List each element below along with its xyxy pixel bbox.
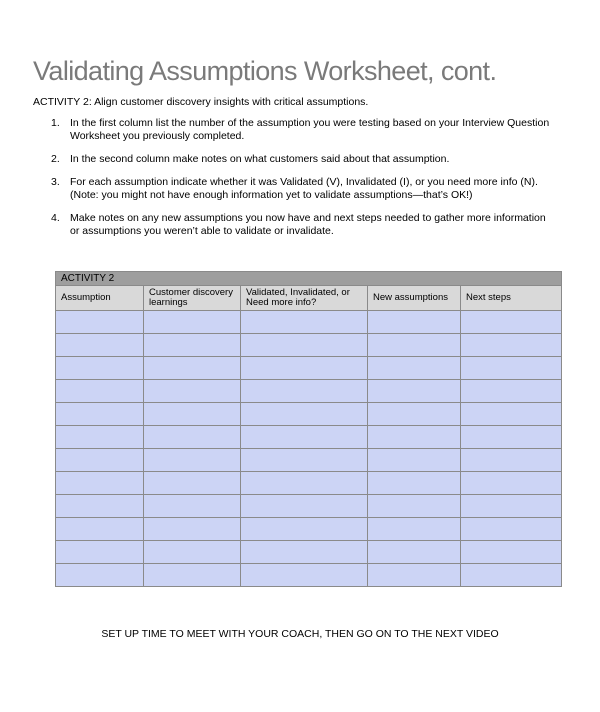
- table-cell[interactable]: [144, 541, 241, 564]
- table-row: [56, 564, 562, 587]
- table-cell[interactable]: [241, 311, 368, 334]
- activity-text: : Align customer discovery insights with critical assumptions.: [88, 96, 369, 108]
- table-cell[interactable]: [368, 518, 461, 541]
- table-cell[interactable]: [368, 311, 461, 334]
- table-cell[interactable]: [461, 403, 562, 426]
- activity-instruction: [33, 96, 368, 108]
- table-cell[interactable]: [461, 495, 562, 518]
- table-cell[interactable]: [241, 357, 368, 380]
- table-row: [56, 357, 562, 380]
- table-cell[interactable]: [461, 518, 562, 541]
- table-row: [56, 380, 562, 403]
- table-cell[interactable]: [144, 449, 241, 472]
- step-item: [51, 176, 551, 202]
- step-text: Make notes on any new assumptions you now have and next steps needed to gather more information or assumptions you weren’t able to validate or invalidate.: [70, 212, 546, 237]
- table-row: [56, 541, 562, 564]
- table-cell[interactable]: [56, 311, 144, 334]
- table-cell[interactable]: [144, 403, 241, 426]
- table-cell[interactable]: [144, 311, 241, 334]
- table-cell[interactable]: [241, 564, 368, 587]
- table-cell[interactable]: [241, 495, 368, 518]
- table-cell[interactable]: [144, 426, 241, 449]
- table-cell[interactable]: [461, 472, 562, 495]
- table-row: [56, 518, 562, 541]
- table-cell[interactable]: [241, 472, 368, 495]
- table-row: [56, 403, 562, 426]
- table-cell[interactable]: [56, 449, 144, 472]
- column-header-validation: Validated, Invalidated, or Need more info?: [241, 286, 368, 311]
- step-text: For each assumption indicate whether it was Validated (V), Invalidated (I), or you need more info (N). (Note: you might not have enough information yet to validate assumptions—that’s OK!): [70, 176, 538, 201]
- table-cell[interactable]: [144, 380, 241, 403]
- table-cell[interactable]: [241, 380, 368, 403]
- step-item: [51, 153, 551, 166]
- table-cell[interactable]: [368, 334, 461, 357]
- table-row: [56, 334, 562, 357]
- table-band-label: ACTIVITY 2: [56, 272, 562, 286]
- table-cell[interactable]: [461, 541, 562, 564]
- step-number: 3.: [51, 176, 60, 188]
- table-cell[interactable]: [144, 357, 241, 380]
- step-item: [51, 117, 551, 143]
- table-cell[interactable]: [241, 403, 368, 426]
- table-cell[interactable]: [56, 495, 144, 518]
- table-cell[interactable]: [368, 472, 461, 495]
- table-cell[interactable]: [368, 449, 461, 472]
- table-body: [56, 311, 562, 587]
- table-cell[interactable]: [368, 380, 461, 403]
- step-number: 1.: [51, 117, 60, 129]
- step-number: 4.: [51, 212, 60, 224]
- table-cell[interactable]: [241, 334, 368, 357]
- table-cell[interactable]: [368, 426, 461, 449]
- column-header-next-steps: Next steps: [461, 286, 562, 311]
- table-row: [56, 495, 562, 518]
- step-text: In the second column make notes on what customers said about that assumption.: [70, 153, 450, 165]
- table-cell[interactable]: [368, 357, 461, 380]
- table-cell[interactable]: [144, 334, 241, 357]
- table-cell[interactable]: [56, 541, 144, 564]
- table-cell[interactable]: [241, 426, 368, 449]
- table-cell[interactable]: [368, 564, 461, 587]
- step-number: 2.: [51, 153, 60, 165]
- table-row: [56, 449, 562, 472]
- table-cell[interactable]: [56, 426, 144, 449]
- step-item: [51, 212, 551, 238]
- table-cell[interactable]: [56, 380, 144, 403]
- table-cell[interactable]: [461, 357, 562, 380]
- table-cell[interactable]: [368, 403, 461, 426]
- table-cell[interactable]: [461, 311, 562, 334]
- table-cell[interactable]: [368, 541, 461, 564]
- column-header-learnings: Customer discovery learnings: [144, 286, 241, 311]
- table-cell[interactable]: [144, 472, 241, 495]
- table-row: [56, 472, 562, 495]
- table-cell[interactable]: [144, 495, 241, 518]
- table-cell[interactable]: [241, 518, 368, 541]
- step-text: In the first column list the number of the assumption you were testing based on your Interview Question Worksheet you previously completed.: [70, 117, 550, 142]
- table-cell[interactable]: [461, 564, 562, 587]
- table-cell[interactable]: [56, 518, 144, 541]
- table-cell[interactable]: [461, 334, 562, 357]
- activity-table: [55, 271, 562, 587]
- table-cell[interactable]: [144, 518, 241, 541]
- table-cell[interactable]: [461, 426, 562, 449]
- table-row: [56, 426, 562, 449]
- table-cell[interactable]: [461, 449, 562, 472]
- activity-label: ACTIVITY 2: [33, 96, 89, 108]
- page-title: Validating Assumptions Worksheet, cont.: [33, 56, 497, 86]
- table-cell[interactable]: [461, 380, 562, 403]
- table-cell[interactable]: [56, 403, 144, 426]
- table-cell[interactable]: [56, 334, 144, 357]
- table-cell[interactable]: [368, 495, 461, 518]
- table-cell[interactable]: [56, 357, 144, 380]
- table-cell[interactable]: [241, 449, 368, 472]
- footer-note: SET UP TIME TO MEET WITH YOUR COACH, THEN GO ON TO THE NEXT VIDEO: [101, 628, 499, 640]
- column-header-new-assumptions: New assumptions: [368, 286, 461, 311]
- table-cell[interactable]: [56, 564, 144, 587]
- instruction-steps: [51, 117, 551, 248]
- table-cell[interactable]: [241, 541, 368, 564]
- table-row: [56, 311, 562, 334]
- table-cell[interactable]: [144, 564, 241, 587]
- column-header-assumption: Assumption: [56, 286, 144, 311]
- table-cell[interactable]: [56, 472, 144, 495]
